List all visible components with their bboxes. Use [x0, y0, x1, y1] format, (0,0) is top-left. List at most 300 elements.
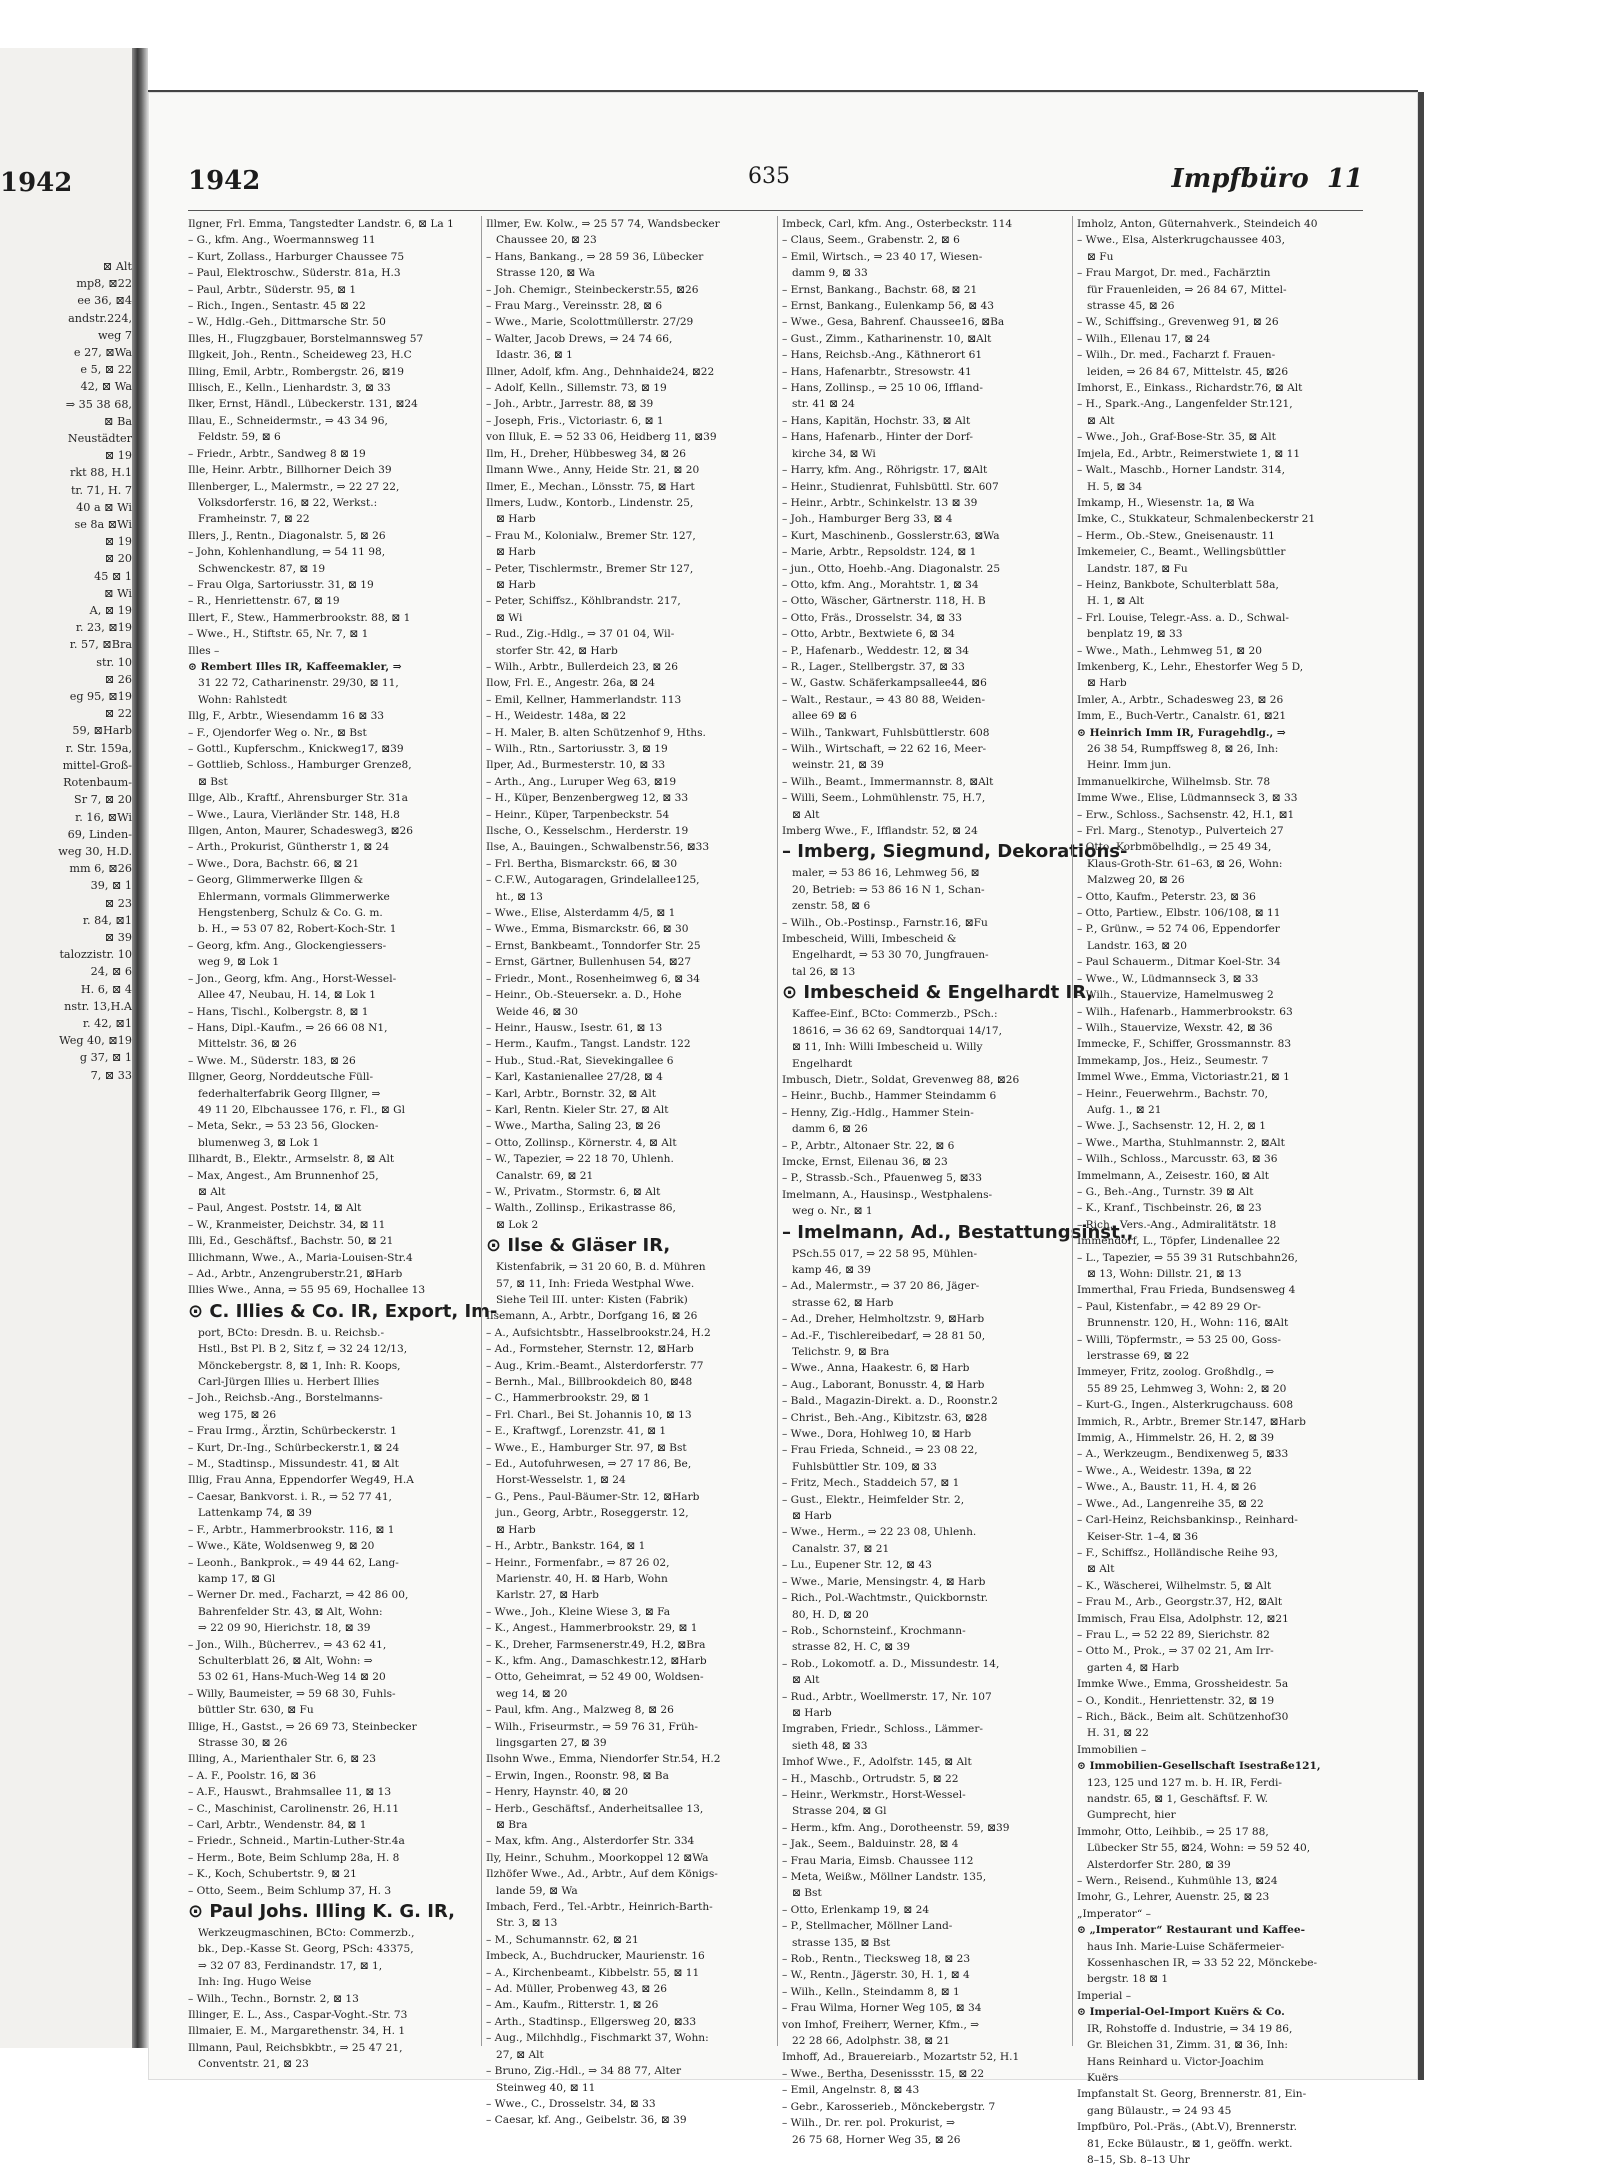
directory-entry: – Heinr., Formenfabr., ⇒ 87 26 02, — [486, 1556, 670, 1569]
directory-entry: – Wilh., Schloss., Marcusstr. 63, ⊠ 36 — [1077, 1153, 1278, 1166]
directory-entry: Imberg Wwe., F., Ifflandstr. 52, ⊠ 24 — [782, 825, 978, 838]
directory-entry: – W., Kranmeister, Deichstr. 34, ⊠ 11 — [188, 1218, 386, 1231]
directory-entry: Landstr. 187, ⊠ Fu — [1087, 562, 1188, 575]
directory-entry: Illes, H., Flugzgbauer, Borstelmannsweg 57 — [188, 332, 424, 345]
directory-entry: – Imelmann, Ad., Bestattungsinst., — [782, 1221, 1134, 1243]
directory-entry: Ilmers, Ludw., Kontorb., Lindenstr. 25, — [486, 496, 694, 509]
directory-entry: ⊠ Fu — [1087, 250, 1114, 263]
directory-entry: – Rud., Zig.-Hdlg., ⇒ 37 01 04, Wil- — [486, 628, 675, 641]
directory-entry: ⊠ Wi — [496, 611, 523, 624]
directory-page — [148, 90, 1418, 2166]
directory-entry: jun., Georg, Arbtr., Roseggerstr. 12, — [496, 1507, 689, 1520]
directory-entry: Illing, A., Marienthaler Str. 6, ⊠ 23 — [188, 1753, 376, 1766]
directory-entry: – P., Hafenarb., Weddestr. 12, ⊠ 34 — [782, 644, 969, 657]
sliver-line: 69, Linden- — [67, 827, 132, 841]
directory-entry: – F., Schiffsz., Holländische Reihe 93, — [1077, 1546, 1278, 1559]
previous-page-year: 1942 — [0, 168, 73, 198]
directory-entry: – Friedr., Arbtr., Sandweg 8 ⊠ 19 — [188, 447, 366, 460]
directory-entry: Imperial – — [1077, 1989, 1132, 2002]
directory-entry: Str. 3, ⊠ 13 — [496, 1917, 558, 1930]
directory-entry: Immich, R., Arbtr., Bremer Str.147, ⊠Harb — [1077, 1415, 1306, 1428]
directory-entry: H. 31, ⊠ 22 — [1087, 1727, 1149, 1740]
directory-entry: 81, Ecke Bülaustr., ⊠ 1, geöffn. werkt. — [1087, 2137, 1293, 2150]
sliver-line: r. 42, ⊠1 — [82, 1016, 132, 1030]
directory-entry: Mittelstr. 36, ⊠ 26 — [198, 1038, 297, 1051]
directory-entry: benplatz 19, ⊠ 33 — [1087, 628, 1183, 641]
directory-entry: – Kurt, Dr.-Ing., Schürbeckerstr.1, ⊠ 24 — [188, 1441, 400, 1454]
directory-entry: – Otto M., Prok., ⇒ 37 02 21, Am Irr- — [1077, 1645, 1274, 1658]
directory-entry: kamp 46, ⊠ 39 — [792, 1263, 871, 1276]
sliver-line: 39, ⊠ 1 — [90, 879, 132, 893]
directory-entry: blumenweg 3, ⊠ Lok 1 — [198, 1136, 320, 1149]
directory-entry: ⊠ 11, Inh: Willi Imbescheid u. Willy — [792, 1041, 983, 1054]
directory-entry: – Heinr., Feuerwehrm., Bachstr. 70, — [1077, 1087, 1268, 1100]
directory-entry: – Wwe., Math., Lehmweg 51, ⊠ 20 — [1077, 644, 1262, 657]
directory-entry: zenstr. 58, ⊠ 6 — [792, 900, 871, 913]
sliver-line: r. 16, ⊠Wi — [75, 810, 132, 824]
directory-entry: ⊠ Alt — [198, 1185, 226, 1198]
directory-entry: Ilgner, Frl. Emma, Tangstedter Landstr. 6, ⊠ La 1 — [188, 218, 454, 230]
directory-entry: – Ad., Formsteher, Sternstr. 12, ⊠Harb — [486, 1343, 694, 1356]
directory-entry: Illenberger, L., Malermstr., ⇒ 22 27 22, — [188, 480, 400, 493]
directory-entry: Hans Reinhard u. Victor-Joachim — [1087, 2055, 1264, 2068]
sliver-line: H. 6, ⊠ 4 — [80, 982, 132, 996]
directory-entry: – Wilh., Friseurmstr., ⇒ 59 76 31, Früh- — [486, 1720, 698, 1733]
directory-entry: Keiser-Str. 1–4, ⊠ 36 — [1087, 1530, 1199, 1543]
previous-page-lines — [0, 258, 132, 1084]
column-2 — [486, 216, 774, 2129]
directory-entry: Kossenhaschen IR, ⇒ 33 52 22, Mönckebe- — [1087, 1957, 1318, 1970]
directory-entry: Immohr, Otto, Leihbib., ⇒ 25 17 88, — [1077, 1825, 1269, 1838]
directory-entry: – C., Hammerbrookstr. 29, ⊠ 1 — [486, 1392, 651, 1405]
sliver-line: 59, ⊠Harb — [72, 724, 132, 738]
directory-entry: – Wwe. J., Sachsenstr. 12, H. 2, ⊠ 1 — [1077, 1120, 1266, 1133]
directory-entry: – Heinr., Studienrat, Fuhlsbüttl. Str. 607 — [782, 480, 999, 493]
directory-entry: port, BCto: Dresdn. B. u. Reichsb.- — [198, 1326, 385, 1339]
directory-entry: – Rud., Arbtr., Woellmerstr. 17, Nr. 107 — [782, 1690, 992, 1703]
directory-entry: – P., Stellmacher, Möllner Land- — [782, 1920, 953, 1933]
directory-entry: Immanuelkirche, Wilhelmsb. Str. 78 — [1077, 775, 1271, 788]
directory-entry: – Aug., Laborant, Bonusstr. 4, ⊠ Harb — [782, 1378, 985, 1391]
directory-entry: Illisch, E., Kelln., Lienhardstr. 3, ⊠ 33 — [188, 382, 391, 395]
directory-entry: Aufg. 1., ⊠ 21 — [1087, 1103, 1162, 1116]
directory-entry: – Wwe., Anna, Haakestr. 6, ⊠ Harb — [782, 1362, 970, 1375]
directory-entry: büttler Str. 630, ⊠ Fu — [198, 1704, 314, 1717]
directory-entry: Kistenfabrik, ⇒ 31 20 60, B. d. Mühren — [496, 1261, 706, 1274]
directory-entry: – R., Lager., Stellbergstr. 37, ⊠ 33 — [782, 660, 965, 673]
directory-entry: – Christ., Beh.-Ang., Kibitzstr. 63, ⊠28 — [782, 1411, 988, 1424]
sliver-line: Neustädter — [67, 432, 132, 446]
directory-entry: – Walth., Zollinsp., Erikastrasse 86, — [486, 1202, 676, 1215]
directory-entry: 57, ⊠ 11, Inh: Frieda Westphal Wwe. — [496, 1277, 695, 1290]
directory-entry: – Wwe., W., Lüdmannseck 3, ⊠ 33 — [1077, 972, 1259, 985]
directory-entry: Imhof Wwe., F., Adolfstr. 145, ⊠ Alt — [782, 1756, 972, 1769]
directory-entry: „Imperator“ – — [1077, 1907, 1151, 1920]
sliver-line: weg 30, H.D. — [58, 844, 132, 858]
directory-entry: Canalstr. 37, ⊠ 21 — [792, 1542, 890, 1555]
directory-entry: – Hans, Zollinsp., ⇒ 25 10 06, Iffland- — [782, 382, 984, 395]
sliver-line: se 8a ⊠Wi — [74, 518, 132, 532]
directory-entry: – Frl. Charl., Bei St. Johannis 10, ⊠ 13 — [486, 1408, 692, 1421]
directory-entry: – Ernst, Gärtner, Bullenhusen 54, ⊠27 — [486, 956, 692, 969]
directory-entry: – Claus, Seem., Grabenstr. 2, ⊠ 6 — [782, 234, 960, 247]
directory-entry: – Wilh., Arbtr., Bullerdeich 23, ⊠ 26 — [486, 660, 679, 673]
directory-entry: – Paul, Elektroschw., Süderstr. 81a, H.3 — [188, 267, 401, 280]
directory-entry: – Wwe., Laura, Vierländer Str. 148, H.8 — [188, 808, 400, 821]
directory-entry: Bahrenfelder Str. 43, ⊠ Alt, Wohn: — [198, 1605, 383, 1618]
directory-entry: ht., ⊠ 13 — [496, 890, 543, 903]
sliver-line: ⊠ 20 — [104, 552, 132, 566]
directory-entry: Illi, Ed., Geschäftsf., Bachstr. 50, ⊠ 21 — [188, 1235, 394, 1248]
directory-entry: – Wwe., Elsa, Alsterkrugchaussee 403, — [1077, 234, 1286, 247]
directory-entry: – Ad., Dreher, Helmholtzstr. 9, ⊠Harb — [782, 1313, 985, 1326]
directory-entry: Immel Wwe., Emma, Victoriastr.21, ⊠ 1 — [1077, 1071, 1290, 1084]
sliver-line: e 27, ⊠Wa — [73, 346, 132, 360]
directory-entry: 8–15, Sb. 8–13 Uhr — [1087, 2153, 1190, 2166]
directory-entry: – Wilh., Dr. med., Facharzt f. Frauen- — [1077, 349, 1276, 362]
directory-entry: Kaffee-Einf., BCto: Commerzb., PSch.: — [792, 1008, 998, 1021]
directory-entry: – Werner Dr. med., Facharzt, ⇒ 42 86 00, — [188, 1589, 409, 1602]
directory-entry: str. 41 ⊠ 24 — [792, 398, 855, 411]
directory-entry: Imohr, G., Lehrer, Auenstr. 25, ⊠ 23 — [1077, 1891, 1270, 1904]
directory-entry: Ilm, H., Dreher, Hübbesweg 34, ⊠ 26 — [486, 447, 687, 460]
directory-entry: Imbach, Ferd., Tel.-Arbtr., Heinrich-Barth- — [486, 1901, 713, 1914]
directory-entry: – Ed., Autofuhrwesen, ⇒ 27 17 86, Be, — [486, 1458, 692, 1471]
directory-entry: – H., Küper, Benzenbergweg 12, ⊠ 33 — [486, 792, 689, 805]
directory-entry: – Herm., kfm. Ang., Dorotheenstr. 59, ⊠39 — [782, 1821, 1010, 1834]
sliver-line: 40 a ⊠ Wi — [76, 500, 132, 514]
directory-entry: Illge, Alb., Kraftf., Ahrensburger Str. 31a — [188, 792, 408, 805]
header-section-number: 11 — [1326, 164, 1363, 194]
directory-entry: – Heinr., Werkmstr., Horst-Wessel- — [782, 1788, 966, 1801]
sliver-line: ⊠ 22 — [104, 707, 132, 721]
directory-entry: Alsterdorfer Str. 280, ⊠ 39 — [1087, 1858, 1231, 1871]
header-rule — [188, 210, 1363, 211]
directory-entry: Imholz, Anton, Güternahverk., Steindeich 40 — [1077, 218, 1318, 230]
directory-entry: – G., Beh.-Ang., Turnstr. 39 ⊠ Alt — [1077, 1185, 1254, 1198]
sliver-line: mittel-Groß- — [62, 758, 132, 772]
directory-entry: 18616, ⇒ 36 62 69, Sandtorquai 14/17, — [792, 1024, 1003, 1037]
directory-entry: – Heinr., Küper, Tarpenbeckstr. 54 — [486, 808, 670, 821]
directory-entry: – Leonh., Bankprok., ⇒ 49 44 62, Lang- — [188, 1556, 399, 1569]
sliver-line: andstr.224, — [68, 311, 132, 325]
directory-entry: – Jon., Georg, kfm. Ang., Horst-Wessel- — [188, 972, 397, 985]
sliver-line: rkt 88, H.1 — [70, 466, 132, 480]
directory-entry: 26 38 54, Rumpffsweg 8, ⊠ 26, Inh: — [1087, 743, 1279, 755]
column-divider — [1072, 216, 1073, 2046]
directory-entry: ⇒ 22 09 90, Hierichstr. 18, ⊠ 39 — [198, 1622, 371, 1635]
page-header — [188, 162, 1363, 202]
previous-page-sliver — [0, 48, 132, 2048]
directory-entry: Ehlermann, vormals Glimmerwerke — [198, 890, 390, 903]
directory-entry: tal 26, ⊠ 13 — [792, 965, 856, 978]
directory-entry: Steinweg 40, ⊠ 11 — [496, 2081, 596, 2094]
directory-entry: – Caesar, kf. Ang., Geibelstr. 36, ⊠ 39 — [486, 2114, 687, 2127]
directory-entry: – Wilh., Dr. rer. pol. Prokurist, ⇒ — [782, 2117, 956, 2130]
directory-entry: – Wilh., Ellenau 17, ⊠ 24 — [1077, 332, 1211, 345]
directory-entry: – Max, kfm. Ang., Alsterdorfer Str. 334 — [486, 1835, 695, 1848]
directory-entry: – Rob., Lokomotf. a. D., Missundestr. 14, — [782, 1657, 1000, 1670]
directory-entry: – Paul, kfm. Ang., Malzweg 8, ⊠ 26 — [486, 1704, 674, 1717]
directory-entry: – Joh., Arbtr., Jarrestr. 88, ⊠ 39 — [486, 398, 654, 411]
directory-entry: – John, Kohlenhandlung, ⇒ 54 11 98, — [188, 546, 386, 559]
directory-entry: Immendorf, L., Töpfer, Lindenallee 22 — [1077, 1235, 1281, 1248]
directory-entry: Imler, A., Arbtr., Schadesweg 23, ⊠ 26 — [1077, 693, 1284, 706]
directory-entry: – W., Privatm., Stormstr. 6, ⊠ Alt — [486, 1185, 661, 1198]
directory-entry: – Rob., Rentn., Tiecksweg 18, ⊠ 23 — [782, 1953, 971, 1966]
directory-entry: – Frau Irmg., Ärztin, Schürbeckerstr. 1 — [188, 1425, 397, 1438]
directory-entry: – Willi, Seem., Lohmühlenstr. 75, H.7, — [782, 792, 986, 805]
directory-entry: Ilker, Ernst, Händl., Lübeckerstr. 131, ⊠24 — [188, 398, 418, 411]
directory-entry: ⊙ Immobilien-Gesellschaft Isestraße121, — [1077, 1760, 1321, 1773]
directory-entry: Kuërs — [1087, 2071, 1119, 2084]
directory-entry: – Harry, kfm. Ang., Röhrigstr. 17, ⊠Alt — [782, 464, 988, 477]
sliver-line: ⊠ 26 — [104, 672, 132, 686]
directory-entry: Immeyer, Fritz, zoolog. Großhdlg., ⇒ — [1077, 1366, 1275, 1379]
directory-entry: – Gust., Zimm., Katharinenstr. 10, ⊠Alt — [782, 332, 992, 345]
directory-entry: – Ernst, Bankbeamt., Tonndorfer Str. 25 — [486, 939, 701, 952]
directory-entry: – Wilh., Hafenarb., Hammerbrookstr. 63 — [1077, 1005, 1293, 1018]
directory-entry: ⊙ C. Illies & Co. IR, Export, Im- — [188, 1300, 498, 1322]
directory-entry: – Paul, Arbtr., Süderstr. 95, ⊠ 1 — [188, 283, 357, 296]
directory-entry: Idastr. 36, ⊠ 1 — [496, 349, 573, 362]
directory-entry: – O., Kondit., Henriettenstr. 32, ⊠ 19 — [1077, 1694, 1275, 1707]
directory-entry: Volksdorferstr. 16, ⊠ 22, Werkst.: — [198, 496, 378, 509]
directory-entry: – Joseph, Fris., Victoriastr. 6, ⊠ 1 — [486, 414, 664, 427]
directory-entry: – Emil, Kellner, Hammerlandstr. 113 — [486, 693, 682, 706]
directory-entry: – Wwe., C., Drosselstr. 34, ⊠ 33 — [486, 2097, 656, 2110]
directory-entry: – Kurt, Zollass., Harburger Chaussee 75 — [188, 250, 405, 263]
directory-entry: – Wern., Reisend., Kuhmühle 13, ⊠24 — [1077, 1875, 1278, 1888]
directory-entry: – W., Hdlg.-Geh., Dittmarsche Str. 50 — [188, 316, 386, 329]
directory-entry: – Frau M., Arb., Georgstr.37, H2, ⊠Alt — [1077, 1596, 1283, 1609]
sliver-line: ⊠ Alt — [102, 260, 132, 273]
directory-entry: – A. F., Poolstr. 16, ⊠ 36 — [188, 1769, 316, 1782]
directory-entry: – M., Stadtinsp., Missundestr. 41, ⊠ Alt — [188, 1458, 399, 1471]
directory-entry: Imbescheid, Willi, Imbescheid & — [782, 933, 957, 946]
directory-entry: – K., Dreher, Farmsenerstr.49, H.2, ⊠Bra — [486, 1638, 706, 1651]
sliver-line: mp8, ⊠22 — [76, 277, 132, 291]
directory-entry: federhalterfabrik Georg Illgner, ⇒ — [198, 1087, 381, 1100]
sliver-line: e 5, ⊠ 22 — [80, 363, 132, 377]
directory-entry: 55 89 25, Lehmweg 3, Wohn: 2, ⊠ 20 — [1087, 1382, 1287, 1395]
directory-entry: – Arth., Prokurist, Güntherstr 1, ⊠ 24 — [188, 841, 390, 854]
directory-entry: – Imberg, Siegmund, Dekorations- — [782, 841, 1128, 863]
directory-entry: – H., Arbtr., Bankstr. 164, ⊠ 1 — [486, 1540, 646, 1553]
directory-entry: – Hans, Reichsb.-Ang., Käthnerort 61 — [782, 349, 983, 362]
directory-entry: – Erw., Schloss., Sachsenstr. 42, H.1, ⊠1 — [1077, 808, 1295, 821]
directory-entry: damm 6, ⊠ 26 — [792, 1123, 868, 1136]
sliver-line: A, ⊠ 19 — [89, 604, 132, 618]
directory-entry: – Wwe., A., Baustr. 11, H. 4, ⊠ 26 — [1077, 1481, 1257, 1494]
directory-entry: 80, H. D, ⊠ 20 — [792, 1608, 869, 1621]
directory-entry: weg 175, ⊠ 26 — [198, 1408, 277, 1421]
directory-entry: 123, 125 und 127 m. b. H. IR, Ferdi- — [1087, 1776, 1282, 1789]
directory-entry: – L., Tapezier, ⇒ 55 39 31 Rutschbahn26, — [1077, 1251, 1298, 1264]
directory-entry: – Max, Angest., Am Brunnenhof 25, — [188, 1169, 379, 1182]
directory-entry: Lattenkamp 74, ⊠ 39 — [198, 1507, 312, 1520]
directory-entry: – Frau Wilma, Horner Weg 105, ⊠ 34 — [782, 2002, 982, 2015]
directory-entry: – E., Kraftwgf., Lorenzstr. 41, ⊠ 1 — [486, 1425, 667, 1438]
directory-entry: – W., Rentn., Jägerstr. 30, H. 1, ⊠ 4 — [782, 1969, 970, 1982]
directory-entry: – Frl. Marg., Stenotyp., Pulverteich 27 — [1077, 825, 1284, 838]
directory-entry: bergstr. 18 ⊠ 1 — [1087, 1973, 1169, 1986]
directory-entry: Impfbüro, Pol.-Präs., (Abt.V), Brennerstr. — [1077, 2121, 1297, 2134]
directory-entry: – Paul, Kistenfabr., ⇒ 42 89 29 Or- — [1077, 1300, 1261, 1313]
directory-entry: Karlstr. 27, ⊠ Harb — [496, 1589, 599, 1602]
directory-entry: kamp 17, ⊠ Gl — [198, 1572, 276, 1585]
directory-entry: Framheinstr. 7, ⊠ 22 — [198, 513, 310, 526]
directory-entry: – Herm., Kaufm., Tangst. Landstr. 122 — [486, 1038, 691, 1051]
directory-entry: ⊠ Harb — [496, 513, 536, 526]
directory-entry: – Ad., Malermstr., ⇒ 37 20 86, Jäger- — [782, 1280, 980, 1293]
sliver-line: ee 36, ⊠4 — [77, 294, 132, 308]
directory-entry: – Wwe., Emma, Bismarckstr. 66, ⊠ 30 — [486, 923, 689, 936]
sliver-line: Weg 40, ⊠19 — [59, 1034, 132, 1048]
directory-entry: maler, ⇒ 53 86 16, Lehmweg 56, ⊠ — [792, 867, 980, 880]
directory-entry: – Wilh., Kelln., Steindamm 8, ⊠ 1 — [782, 1985, 960, 1998]
directory-entry: Ilow, Frl. E., Angestr. 26a, ⊠ 24 — [486, 677, 655, 690]
directory-entry: – Hans, Hafenarb., Hinter der Dorf- — [782, 431, 973, 444]
sliver-line: ⊠ 39 — [104, 930, 132, 944]
directory-entry: lerstrasse 69, ⊠ 22 — [1087, 1350, 1190, 1363]
directory-entry: – Kurt, Maschinenb., Gosslerstr.63, ⊠Wa — [782, 529, 1000, 542]
directory-entry: Illgkeit, Joh., Rentn., Scheideweg 23, H.C — [188, 349, 412, 362]
directory-entry: 49 11 20, Elbchaussee 176, r. Fl., ⊠ Gl — [198, 1103, 406, 1116]
directory-entry: – K., kfm. Ang., Damaschkestr.12, ⊠Harb — [486, 1654, 707, 1667]
directory-entry: – Wwe., Bertha, Desenissstr. 15, ⊠ 22 — [782, 2067, 985, 2080]
directory-entry: haus Inh. Marie-Luise Schäfermeier- — [1087, 1940, 1285, 1953]
directory-entry: Imbusch, Dietr., Soldat, Grevenweg 88, ⊠26 — [782, 1073, 1020, 1086]
directory-entry: – H. Maler, B. alten Schützenhof 9, Hths. — [486, 726, 706, 739]
directory-entry: – H., Maschb., Ortrudstr. 5, ⊠ 22 — [782, 1772, 959, 1785]
directory-entry: – Meta, Sekr., ⇒ 53 23 56, Glocken- — [188, 1120, 379, 1133]
directory-entry: Imkemeier, C., Beamt., Wellingsbüttler — [1077, 546, 1286, 559]
directory-entry: Chaussee 20, ⊠ 23 — [496, 234, 597, 247]
directory-entry: – Ad. Müller, Probenweg 43, ⊠ 26 — [486, 1983, 668, 1996]
directory-entry: von Illuk, E. ⇒ 52 33 06, Heidberg 11, ⊠39 — [486, 431, 717, 444]
directory-entry: Gumprecht, hier — [1087, 1809, 1176, 1822]
directory-entry: – Wwe., Gesa, Bahrenf. Chaussee16, ⊠Ba — [782, 316, 1005, 329]
sliver-line: str. 10 — [96, 655, 132, 669]
directory-entry: ⇒ 32 07 83, Ferdinandstr. 17, ⊠ 1, — [198, 1959, 383, 1972]
directory-entry: ⊠ Lok 2 — [496, 1218, 539, 1231]
directory-entry: strasse 135, ⊠ Bst — [792, 1936, 891, 1949]
directory-entry: weinstr. 21, ⊠ 39 — [792, 759, 884, 772]
directory-entry: ⊙ Imbescheid & Engelhardt IR, — [782, 982, 1094, 1004]
directory-entry: Lübecker Str 55, ⊠24, Wohn: ⇒ 59 52 40, — [1087, 1842, 1311, 1855]
directory-entry: sieth 48, ⊠ 33 — [792, 1739, 868, 1752]
directory-entry: IR, Rohstoffe d. Industrie, ⇒ 34 19 86, — [1087, 2022, 1293, 2035]
directory-entry: – Karl, Arbtr., Bornstr. 32, ⊠ Alt — [486, 1087, 656, 1100]
directory-entry: – Wilh., Stauervize, Wexstr. 42, ⊠ 36 — [1077, 1021, 1273, 1034]
sliver-line: r. Str. 159a, — [65, 741, 132, 755]
directory-entry: – Wilh., Techn., Bornstr. 2, ⊠ 13 — [188, 1992, 359, 2005]
directory-entry: – Arth., Stadtinsp., Ellgersweg 20, ⊠33 — [486, 2015, 697, 2028]
directory-entry: ⊠ Harb — [792, 1510, 832, 1523]
directory-entry: lande 59, ⊠ Wa — [496, 1884, 578, 1897]
directory-entry: – Frl. Louise, Telegr.-Ass. a. D., Schwal- — [1077, 611, 1289, 624]
directory-entry: Illichmann, Wwe., A., Maria-Louisen-Str.4 — [188, 1251, 413, 1264]
directory-entry: Illers, J., Rentn., Diagonalstr. 5, ⊠ 26 — [188, 529, 386, 542]
directory-entry: strasse 82, H. C, ⊠ 39 — [792, 1641, 910, 1654]
directory-entry: Illert, F., Stew., Hammerbrookstr. 88, ⊠ 1 — [188, 611, 411, 624]
directory-entry: – Walt., Maschb., Horner Landstr. 314, — [1077, 464, 1286, 477]
directory-entry: – Wilh., Tankwart, Fuhlsbüttlerstr. 608 — [782, 726, 990, 739]
directory-entry: – Frau M., Kolonialw., Bremer Str. 127, — [486, 529, 696, 542]
directory-entry: ⊙ Paul Johs. Illing K. G. IR, — [188, 1901, 455, 1923]
directory-entry: – Wwe., Dora, Bachstr. 66, ⊠ 21 — [188, 857, 360, 870]
directory-entry: Werkzeugmaschinen, BCto: Commerzb., — [198, 1927, 415, 1940]
directory-entry: Ilzhöfer Wwe., Ad., Arbtr., Auf dem Königs- — [486, 1868, 718, 1881]
directory-entry: ⊠ Harb — [1087, 677, 1127, 690]
directory-entry: – Peter, Schiffsz., Köhlbrandstr. 217, — [486, 595, 681, 608]
directory-entry: – Friedr., Mont., Rosenheimweg 6, ⊠ 34 — [486, 972, 701, 985]
directory-entry: Ilper, Ad., Burmesterstr. 10, ⊠ 33 — [486, 759, 666, 772]
directory-entry: – Ernst, Bankang., Eulenkamp 56, ⊠ 43 — [782, 300, 994, 313]
directory-entry: Illige, H., Gastst., ⇒ 26 69 73, Steinbecker — [188, 1720, 417, 1733]
directory-entry: – Gottlieb, Schloss., Hamburger Grenze8, — [188, 759, 412, 772]
sliver-line: 45 ⊠ 1 — [94, 569, 132, 583]
directory-entry: – Heinr., Hausw., Isestr. 61, ⊠ 13 — [486, 1021, 663, 1034]
directory-entry: – Wwe., E., Hamburger Str. 97, ⊠ Bst — [486, 1441, 687, 1454]
directory-entry: – Hans, Kapitän, Hochstr. 33, ⊠ Alt — [782, 414, 971, 427]
directory-entry: ⊠ Harb — [496, 1523, 536, 1536]
directory-entry: ⊠ Harb — [496, 578, 536, 591]
directory-entry: Siehe Teil III. unter: Kisten (Fabrik) — [496, 1294, 688, 1306]
directory-entry: – Henry, Haynstr. 40, ⊠ 20 — [486, 1786, 629, 1799]
directory-entry: – Frau L., ⇒ 52 22 89, Sierichstr. 82 — [1077, 1628, 1270, 1641]
directory-entry: – G., Pens., Paul-Bäumer-Str. 12, ⊠Harb — [486, 1490, 700, 1503]
sliver-line: Sr 7, ⊠ 20 — [74, 793, 132, 807]
directory-entry: Telichstr. 9, ⊠ Bra — [792, 1346, 890, 1358]
directory-entry: – Caesar, Bankvorst. i. R., ⇒ 52 77 41, — [188, 1490, 392, 1503]
directory-entry: – Arth., Ang., Luruper Weg 63, ⊠19 — [486, 775, 677, 788]
directory-entry: Ilsemann, A., Arbtr., Dorfgang 16, ⊠ 26 — [486, 1310, 698, 1323]
directory-entry: – Karl, Kastanienallee 27/28, ⊠ 4 — [486, 1071, 663, 1084]
directory-entry: Inh: Ing. Hugo Weise — [198, 1976, 312, 1989]
directory-entry: – Carl, Arbtr., Wendenstr. 84, ⊠ 1 — [188, 1819, 367, 1831]
directory-entry: weg 9, ⊠ Lok 1 — [198, 956, 280, 969]
column-4 — [1077, 216, 1365, 2168]
directory-entry: Ilmann Wwe., Anny, Heide Str. 21, ⊠ 20 — [486, 464, 700, 477]
directory-entry: nandstr. 65, ⊠ 1, Geschäftsf. F. W. — [1087, 1793, 1268, 1805]
sliver-line: 24, ⊠ 6 — [90, 965, 132, 979]
directory-entry: – Hans, Bankang., ⇒ 28 59 36, Lübecker — [486, 250, 704, 263]
sliver-line: ⊠ 23 — [104, 896, 132, 910]
directory-entry: – A., Kirchenbeamt., Kibbelstr. 55, ⊠ 11 — [486, 1966, 700, 1979]
directory-entry: Illg, F., Arbtr., Wiesendamm 16 ⊠ 33 — [188, 710, 385, 723]
directory-entry: Canalstr. 69, ⊠ 21 — [496, 1169, 594, 1182]
directory-entry: – Hans, Dipl.-Kaufm., ⇒ 26 66 08 N1, — [188, 1021, 388, 1034]
directory-entry: von Imhof, Freiherr, Werner, Kfm., ⇒ — [782, 2018, 980, 2031]
directory-entry: – M., Schumannstr. 62, ⊠ 21 — [486, 1933, 639, 1946]
directory-entry: – Rich., Pol.-Wachtmstr., Quickbornstr. — [782, 1592, 989, 1605]
directory-entry: – F., Ojendorfer Weg o. Nr., ⊠ Bst — [188, 726, 367, 739]
sliver-line: 42, ⊠ Wa — [80, 380, 132, 394]
directory-entry: – Heinr., Ob.-Steuersekr. a. D., Hohe — [486, 989, 682, 1002]
directory-entry: weg 14, ⊠ 20 — [496, 1687, 568, 1700]
directory-entry: Illgen, Anton, Maurer, Schadesweg3, ⊠26 — [188, 825, 413, 838]
directory-entry: – Otto, Fräs., Drosselstr. 34, ⊠ 33 — [782, 611, 962, 624]
directory-entry: ⊠ Bst — [792, 1887, 822, 1900]
directory-entry: – Fritz, Mech., Staddeich 57, ⊠ 1 — [782, 1477, 960, 1490]
directory-entry: – Adolf, Kelln., Sillemstr. 73, ⊠ 19 — [486, 382, 667, 395]
directory-entry: ⊙ Rembert Illes IR, Kaffeemakler, ⇒ — [188, 660, 402, 673]
directory-entry: Illies Wwe., Anna, ⇒ 55 95 69, Hochallee 13 — [188, 1284, 426, 1297]
directory-entry: Strasse 30, ⊠ 26 — [198, 1736, 288, 1749]
directory-entry: – Wilh., Wirtschaft, ⇒ 22 62 16, Meer- — [782, 743, 987, 755]
